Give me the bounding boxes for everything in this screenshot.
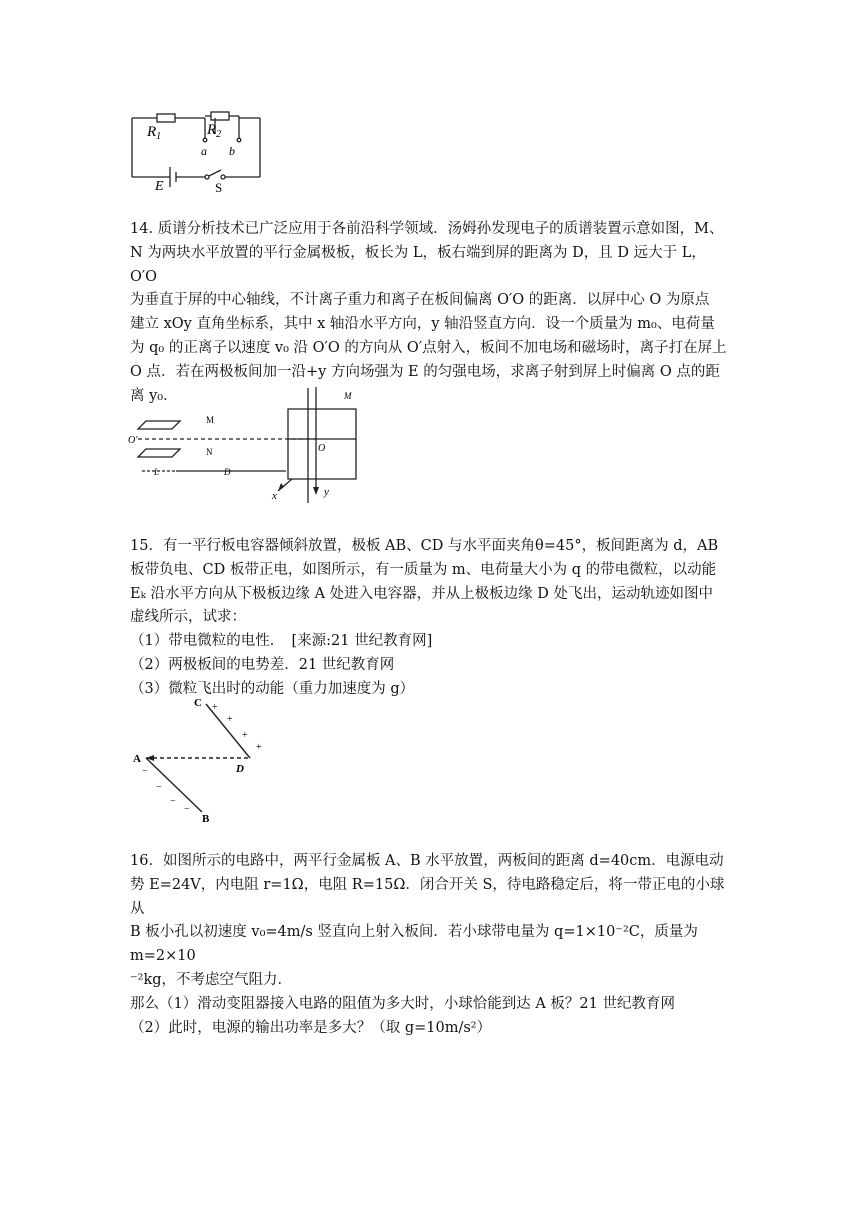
svg-text:M: M bbox=[344, 391, 352, 401]
q16-line: 那么（1）滑动变阻器接入电路的阻值为多大时，小球恰能到达 A 板？21 世纪教育网 bbox=[130, 995, 675, 1012]
svg-text:M: M bbox=[206, 415, 215, 425]
plate-n bbox=[138, 449, 180, 457]
svg-text:x: x bbox=[272, 490, 277, 502]
svg-text:A: A bbox=[133, 753, 141, 765]
svg-text:+: + bbox=[242, 730, 248, 741]
svg-text:R1: $R_1$ bbox=[147, 124, 162, 142]
svg-text:R2: $R_2$ bbox=[207, 122, 222, 140]
q14-line: 建立 xOy 直角坐标系，其中 x 轴沿水平方向，y 轴沿竖直方向．设一个质量为 m₀、电荷量 bbox=[130, 316, 715, 333]
plate-m bbox=[138, 421, 180, 429]
q15-line: 15．有一平行板电容器倾斜放置，极板 AB、CD 与水平面夹角θ=45°，板间距离为 d，AB bbox=[130, 538, 719, 554]
q16-line: ⁻²kg，不考虑空气阻力． bbox=[130, 971, 293, 988]
svg-text:−: − bbox=[184, 804, 190, 815]
q15-line: 虚线所示，试求： bbox=[130, 609, 246, 626]
svg-text:D: D bbox=[236, 763, 244, 775]
capacitor-figure bbox=[130, 692, 280, 824]
resistor-r1 bbox=[157, 114, 175, 122]
q15-item: （2）两极板间的电势差．21 世纪教育网 bbox=[130, 656, 395, 673]
q16-line: B 板小孔以初速度 v₀=4m/s 竖直向上射入板间．若小球带电量为 q=1×10⁻²C，质量为 m=2×10 bbox=[130, 924, 698, 965]
svg-text:−: − bbox=[142, 766, 148, 777]
question-15 bbox=[130, 535, 730, 702]
svg-text:−: − bbox=[156, 782, 162, 793]
spectrometer-figure bbox=[128, 383, 364, 503]
svg-text:+: + bbox=[212, 702, 218, 713]
svg-text:D: D bbox=[224, 467, 231, 477]
q16-line: 势 E=24V，内电阻 r=1Ω，电阻 R=15Ω．闭合开关 S，待电路稳定后，将一带正电的小球从 bbox=[130, 876, 725, 917]
svg-text:S: S bbox=[215, 180, 223, 195]
q14-line: 为垂直于屏的中心轴线，不计离子重力和离子在板间偏离 O′O 的距离．以屏中心 O 为原点 bbox=[130, 292, 710, 309]
svg-text:N: N bbox=[206, 447, 213, 457]
q16-line: 16．如图所示的电路中，两平行金属板 A、B 水平放置，两板间的距离 d=40cm．电源电动 bbox=[130, 853, 724, 869]
q15-item: （1）带电微粒的电性． [来源:21 世纪教育网] bbox=[130, 633, 433, 650]
q16-line: （2）此时，电源的输出功率是多大？（取 g=10m/s²） bbox=[130, 1019, 492, 1036]
q15-line: Eₖ 沿水平方向从下极板边缘 A 处进入电容器，并从上极板边缘 D 处飞出，运动轨迹如图中 bbox=[130, 585, 714, 602]
svg-text:−: − bbox=[170, 796, 176, 807]
q14-line: N 为两块水平放置的平行金属极板，板长为 L，板右端到屏的距离为 D，且 D 远大于 L，O′O bbox=[130, 244, 706, 285]
svg-text:B: B bbox=[202, 813, 210, 824]
svg-text:L: L bbox=[154, 467, 160, 477]
resistor-r2 bbox=[211, 112, 229, 120]
question-16 bbox=[130, 850, 730, 1040]
svg-text:O′: O′ bbox=[128, 435, 138, 446]
svg-text:a: a bbox=[201, 144, 207, 158]
circuit-figure bbox=[125, 104, 270, 196]
q14-line: 为 q₀ 的正离子以速度 v₀ 沿 O′O 的方向从 O′点射入，板间不加电场和磁场时，离子打在屏上 bbox=[130, 339, 727, 356]
svg-text:C: C bbox=[194, 697, 202, 709]
switch-blade bbox=[209, 170, 221, 176]
q14-line: O 点．若在两极板间加一沿+y 方向场强为 E 的匀强电场，求离子射到屏上时偏离 O 点的距 bbox=[130, 363, 720, 380]
q15-item: （3）微粒飞出时的动能（重力加速度为 g） bbox=[130, 680, 415, 697]
svg-text:+: + bbox=[256, 742, 262, 753]
svg-text:E: E bbox=[155, 179, 164, 194]
svg-text:O: O bbox=[318, 443, 326, 454]
svg-text:+: + bbox=[227, 714, 233, 725]
q14-line: 离 y₀． bbox=[130, 387, 178, 404]
svg-text:y: y bbox=[324, 486, 329, 498]
svg-text:b: b bbox=[229, 144, 235, 158]
question-14 bbox=[130, 218, 730, 408]
q14-line: 14. 质谱分析技术已广泛应用于各前沿科学领域．汤姆孙发现电子的质谱装置示意如图，M、 bbox=[130, 221, 724, 237]
q15-line: 板带负电、CD 板带正电，如图所示，有一质量为 m、电荷量大小为 q 的带电微粒，以动能 bbox=[130, 561, 717, 578]
